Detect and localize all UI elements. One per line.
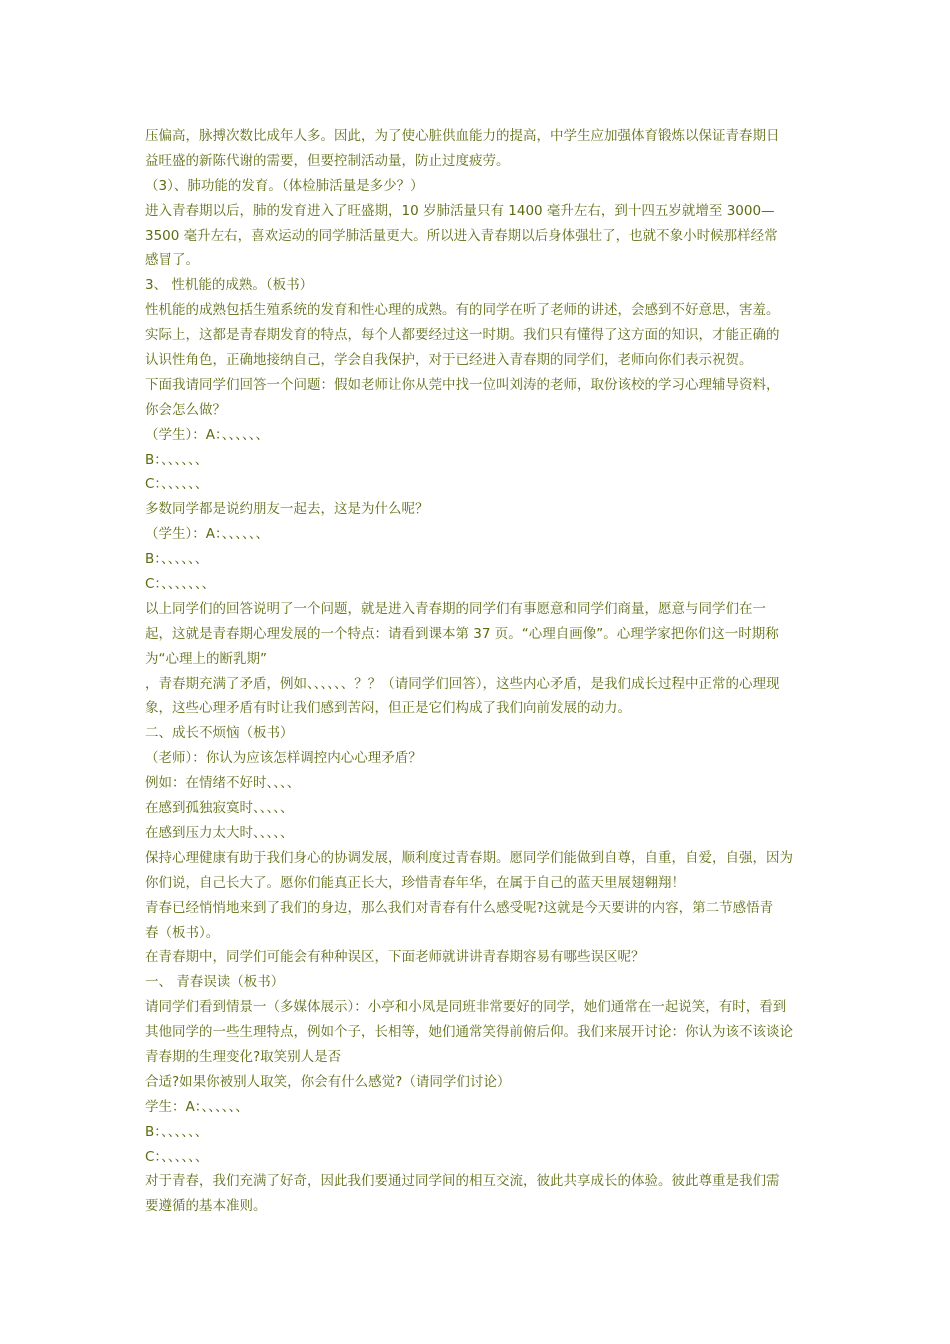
text-line: 压偏高，脉搏次数比成年人多。因此，为了使心脏供血能力的提高，中学生应加强体育锻炼以保证青春期日 (145, 128, 780, 144)
text-line: 青春期的生理变化?取笑别人是否 (145, 1048, 342, 1065)
text-line: 青春已经悄悄地来到了我们的身边，那么我们对青春有什么感受呢?这就是今天要讲的内容，第二节感悟青 (145, 899, 774, 916)
text-line: C：、、、、、、 (145, 1148, 209, 1165)
text-line: 学生：A：、、、、、、 (145, 1098, 249, 1115)
text-line: 认识性角色，正确地接纳自己，学会自我保护，对于已经进入青春期的同学们，老师向你们表示祝贺。 (145, 352, 753, 369)
text-line: B：、、、、、、 (145, 551, 209, 568)
text-line: 为“心理上的断乳期” (145, 650, 267, 667)
text-line: 在青春期中，同学们可能会有种种误区，下面老师就讲讲青春期容易有哪些误区呢？ (145, 949, 645, 966)
text-line: 对于青春，我们充满了好奇，因此我们要通过同学间的相互交流，彼此共享成长的体验。彼此尊重是我们需 (145, 1173, 780, 1190)
text-line: 益旺盛的新陈代谢的需要，但要控制活动量，防止过度疲劳。 (145, 152, 510, 169)
text-line: B：、、、、、、 (145, 1123, 209, 1140)
text-line: 一、 青春误读（板书） (145, 974, 285, 991)
text-line: 其他同学的一些生理特点，例如个子，长相等，她们通常笑得前俯后仰。我们来展开讨论：你认为该不该谈论 (145, 1024, 793, 1041)
text-line: 感冒了。 (145, 252, 199, 269)
text-line: 起，这就是青春期心理发展的一个特点：请看到课本第 37 页。“心理自画像”。心理学家把你们这一时期称 (145, 625, 779, 642)
text-line: 实际上，这都是青春期发育的特点，每个人都要经过这一时期。我们只有懂得了这方面的知识，才能正确的 (145, 327, 780, 344)
text-line: B：、、、、、、 (145, 451, 209, 468)
text-line: 你会怎么做？ (145, 401, 226, 418)
text-line: 3、 性机能的成熟。（板书） (145, 277, 314, 294)
text-line: 在感到压力太大时、、、、、 (145, 824, 294, 841)
document-body (145, 124, 810, 1219)
text-line: 下面我请同学们回答一个问题：假如老师让你从莞中找一位叫刘涛的老师，取份该校的学习心理辅导资料， (145, 376, 780, 393)
text-line: 在感到孤独寂寞时、、、、、 (145, 800, 294, 817)
text-line: 请同学们看到情景一（多媒体展示）：小亭和小凤是同班非常要好的同学，她们通常在一起说笑，有时，看到 (145, 999, 787, 1016)
text-line: 要遵循的基本准则。 (145, 1198, 267, 1215)
text-line: C：、、、、、、 (145, 476, 209, 493)
text-line: 保持心理健康有助于我们身心的协调发展，顺利度过青春期。愿同学们能做到自尊，自重，自爱，自强，因为 (145, 849, 793, 866)
text-line: ，青春期充满了矛盾，例如、、、、、、？？（请同学们回答），这些内心矛盾，是我们成长过程中正常的心理现 (145, 675, 780, 692)
text-line: 3500 毫升左右，喜欢运动的同学肺活量更大。所以进入青春期以后身体强壮了，也就不象小时候那样经常 (145, 227, 778, 244)
text-line: 以上同学们的回答说明了一个问题，就是进入青春期的同学们有事愿意和同学们商量，愿意与同学们在一 (145, 600, 766, 617)
text-line: 性机能的成熟包括生殖系统的发育和性心理的成熟。有的同学在听了老师的讲述，会感到不好意思，害羞。 (145, 302, 780, 319)
text-line: （学生）：A：、、、、、、 (145, 426, 269, 443)
text-line: 多数同学都是说约朋友一起去，这是为什么呢？ (145, 501, 429, 518)
text-line: C：、、、、、、、 (145, 576, 216, 593)
text-line: 例如：在情绪不好时、、、、 (145, 775, 301, 792)
text-line: 合适?如果你被别人取笑，你会有什么感觉?（请同学们讨论） (145, 1073, 511, 1090)
text-line: 象，这些心理矛盾有时让我们感到苦闷，但正是它们构成了我们向前发展的动力。 (145, 700, 631, 717)
text-line: 你们说，自己长大了。愿你们能真正长大，珍惜青春年华，在属于自己的蓝天里展翅翱翔！ (145, 874, 685, 891)
text-line: 春（板书）。 (145, 924, 220, 941)
text-line: （3）、肺功能的发育。（体检肺活量是多少？） (145, 177, 424, 194)
text-line: 二、成长不烦恼（板书） (145, 725, 294, 742)
text-line: 进入青春期以后，肺的发育进入了旺盛期，10 岁肺活量只有 1400 毫升左右，到十四五岁就增至 3000— (145, 202, 775, 219)
text-line: （学生）：A：、、、、、、 (145, 526, 269, 543)
text-line: （老师）：你认为应该怎样调控内心心理矛盾？ (145, 750, 422, 767)
